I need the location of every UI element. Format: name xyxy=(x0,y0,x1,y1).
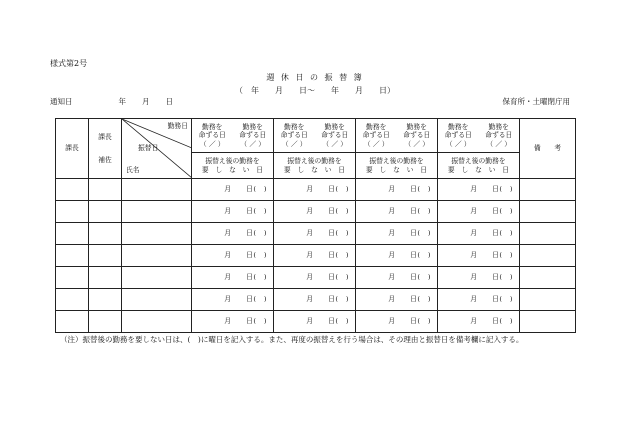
date-cell[interactable]: 月 日( ) xyxy=(274,289,356,311)
footnote: （注）振替後の勤務を要しない日は、( )に曜日を記入する。また、再度の振替えを行う場合は、その理由と振替日を備考欄に記入する。 xyxy=(60,335,524,344)
table-row xyxy=(56,311,576,333)
notification-label: 通知日 xyxy=(50,97,73,106)
date-cell[interactable]: 月 日( ) xyxy=(356,289,438,311)
date-cell[interactable]: 月 日( ) xyxy=(192,311,274,333)
group-bottom-line1: 振替え後の勤務を xyxy=(287,157,342,166)
group-bottom-line1: 振替え後の勤務を xyxy=(369,157,424,166)
group-right-line3: （ ／ ） xyxy=(240,139,266,148)
header-remarks: 備 考 xyxy=(520,119,576,179)
header-diagonal-cell xyxy=(122,119,192,179)
department-label: 保育所・土曜閉庁用 xyxy=(502,97,570,106)
table-row xyxy=(56,201,576,223)
form-title: 週 休 日 の 振 替 簿 xyxy=(266,73,364,82)
remarks-cell[interactable] xyxy=(520,179,576,201)
diag-label-substitute-day: 振替日 xyxy=(138,144,159,152)
remarks-cell[interactable] xyxy=(520,311,576,333)
group-header xyxy=(356,119,438,179)
header-kacho-hosa-top: 課長 xyxy=(98,133,112,142)
header-kacho-hosa xyxy=(89,119,122,179)
kacho-hosa-stamp-cell[interactable] xyxy=(89,245,122,267)
group-left-line3: （ ／ ） xyxy=(199,139,225,148)
group-left-line2: 命ずる日 xyxy=(198,131,226,140)
group-right-line3: （ ／ ） xyxy=(486,139,512,148)
table-row xyxy=(56,179,576,201)
name-cell[interactable] xyxy=(122,289,192,311)
date-cell[interactable]: 月 日( ) xyxy=(356,267,438,289)
header-kacho-hosa-bottom: 補佐 xyxy=(98,155,112,164)
group-left-line1: 勤務を xyxy=(448,122,469,131)
date-cell[interactable]: 月 日( ) xyxy=(274,267,356,289)
remarks-cell[interactable] xyxy=(520,223,576,245)
group-left-line2: 命ずる日 xyxy=(362,131,390,140)
group-left-line3: （ ／ ） xyxy=(445,139,471,148)
kacho-stamp-cell[interactable] xyxy=(56,267,89,289)
table-row xyxy=(56,267,576,289)
date-cell[interactable]: 月 日( ) xyxy=(438,267,520,289)
kacho-hosa-stamp-cell[interactable] xyxy=(89,311,122,333)
name-cell[interactable] xyxy=(122,223,192,245)
remarks-cell[interactable] xyxy=(520,289,576,311)
group-right-line1: 勤務を xyxy=(406,122,427,131)
date-cell[interactable]: 月 日( ) xyxy=(356,245,438,267)
date-cell[interactable]: 月 日( ) xyxy=(356,201,438,223)
group-left-line3: （ ／ ） xyxy=(281,139,307,148)
kacho-hosa-stamp-cell[interactable] xyxy=(89,223,122,245)
kacho-stamp-cell[interactable] xyxy=(56,245,89,267)
name-cell[interactable] xyxy=(122,179,192,201)
notification-day: 日 xyxy=(165,97,173,106)
date-cell[interactable]: 月 日( ) xyxy=(192,267,274,289)
kacho-stamp-cell[interactable] xyxy=(56,201,89,223)
table-row xyxy=(56,245,576,267)
header-kacho: 課長 xyxy=(56,119,89,179)
name-cell[interactable] xyxy=(122,201,192,223)
remarks-cell[interactable] xyxy=(520,267,576,289)
date-cell[interactable]: 月 日( ) xyxy=(192,201,274,223)
remarks-cell[interactable] xyxy=(520,245,576,267)
remarks-cell[interactable] xyxy=(520,201,576,223)
group-left-line1: 勤務を xyxy=(284,122,305,131)
group-right-line3: （ ／ ） xyxy=(322,139,348,148)
group-bottom-line2: 要 し な い 日 xyxy=(365,165,428,174)
group-bottom-line1: 振替え後の勤務を xyxy=(451,157,506,166)
group-right-line2: 命ずる日 xyxy=(485,131,513,140)
group-left-line1: 勤務を xyxy=(202,122,223,131)
notification-month: 月 xyxy=(142,97,150,106)
group-left-line3: （ ／ ） xyxy=(363,139,389,148)
kacho-hosa-stamp-cell[interactable] xyxy=(89,267,122,289)
group-bottom-line1: 振替え後の勤務を xyxy=(205,157,260,166)
kacho-stamp-cell[interactable] xyxy=(56,311,89,333)
date-cell[interactable]: 月 日( ) xyxy=(356,179,438,201)
notification-date xyxy=(50,98,173,106)
form-code: 様式第2号 xyxy=(50,59,88,68)
date-cell[interactable]: 月 日( ) xyxy=(192,223,274,245)
date-cell[interactable]: 月 日( ) xyxy=(438,223,520,245)
date-cell[interactable]: 月 日( ) xyxy=(192,179,274,201)
date-cell[interactable]: 月 日( ) xyxy=(438,311,520,333)
kacho-stamp-cell[interactable] xyxy=(56,179,89,201)
date-cell[interactable]: 月 日( ) xyxy=(274,311,356,333)
notification-year: 年 xyxy=(118,97,126,106)
group-left-line2: 命ずる日 xyxy=(444,131,472,140)
date-cell[interactable]: 月 日( ) xyxy=(438,201,520,223)
group-bottom-line2: 要 し な い 日 xyxy=(447,165,510,174)
group-left-line1: 勤務を xyxy=(366,122,387,131)
group-right-line2: 命ずる日 xyxy=(403,131,431,140)
date-cell[interactable]: 月 日( ) xyxy=(274,245,356,267)
date-cell[interactable]: 月 日( ) xyxy=(356,311,438,333)
group-bottom-line2: 要 し な い 日 xyxy=(201,165,264,174)
group-header xyxy=(438,119,520,179)
period-range: （ 年 月 日～ 年 月 日） xyxy=(235,86,395,95)
group-header xyxy=(274,119,356,179)
date-cell[interactable]: 月 日( ) xyxy=(274,201,356,223)
kacho-hosa-stamp-cell[interactable] xyxy=(89,201,122,223)
diag-label-workday: 勤務日 xyxy=(167,122,188,130)
group-right-line3: （ ／ ） xyxy=(404,139,430,148)
group-right-line2: 命ずる日 xyxy=(321,131,349,140)
group-right-line1: 勤務を xyxy=(488,122,509,131)
date-cell[interactable]: 月 日( ) xyxy=(274,179,356,201)
group-right-line1: 勤務を xyxy=(242,122,263,131)
date-cell[interactable]: 月 日( ) xyxy=(192,245,274,267)
substitution-table xyxy=(55,118,576,333)
kacho-stamp-cell[interactable] xyxy=(56,289,89,311)
group-header xyxy=(192,119,274,179)
date-cell[interactable]: 月 日( ) xyxy=(192,289,274,311)
group-right-line1: 勤務を xyxy=(324,122,345,131)
group-bottom-line2: 要 し な い 日 xyxy=(283,165,346,174)
date-cell[interactable]: 月 日( ) xyxy=(356,223,438,245)
diag-label-name: 氏名 xyxy=(126,166,140,174)
name-cell[interactable] xyxy=(122,267,192,289)
table-row xyxy=(56,223,576,245)
group-left-line2: 命ずる日 xyxy=(280,131,308,140)
kacho-stamp-cell[interactable] xyxy=(56,223,89,245)
name-cell[interactable] xyxy=(122,245,192,267)
date-cell[interactable]: 月 日( ) xyxy=(274,223,356,245)
kacho-hosa-stamp-cell[interactable] xyxy=(89,179,122,201)
kacho-hosa-stamp-cell[interactable] xyxy=(89,289,122,311)
date-cell[interactable]: 月 日( ) xyxy=(438,179,520,201)
group-right-line2: 命ずる日 xyxy=(239,131,267,140)
name-cell[interactable] xyxy=(122,311,192,333)
date-cell[interactable]: 月 日( ) xyxy=(438,289,520,311)
table-row xyxy=(56,289,576,311)
date-cell[interactable]: 月 日( ) xyxy=(438,245,520,267)
